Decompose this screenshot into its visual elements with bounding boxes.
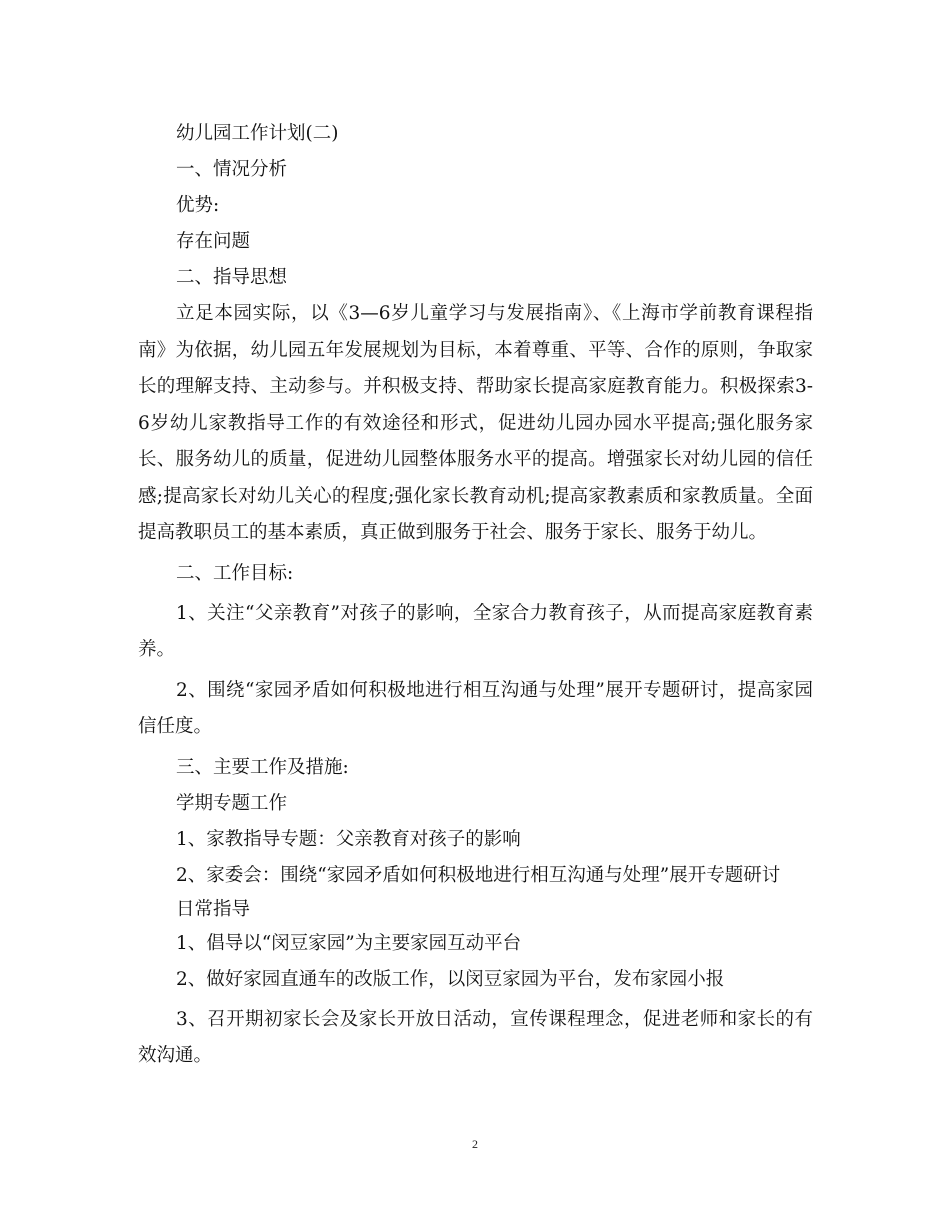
subheading-semester: 学期专题工作 [176, 792, 288, 814]
document-title: 幼儿园工作计划(二) [176, 123, 339, 144]
daily-item-1: 1、倡导以“闵豆家园”为主要家园互动平台 [176, 932, 522, 954]
goal-item-2: 2、围绕“家园矛盾如何积极地进行相互沟通与处理”展开专题研讨，提高家园信任度。 [138, 679, 813, 737]
section-heading-guiding: 二、指导思想 [176, 267, 288, 288]
daily-item-3: 3、召开期初家长会及家长开放日活动，宣传课程理念，促进老师和家长的有效沟通。 [138, 1008, 813, 1066]
section-heading-goals: 二、工作目标: [176, 562, 294, 584]
subheading-problems: 存在问题 [176, 231, 251, 252]
section-heading-situation: 一、情况分析 [176, 159, 288, 180]
section-heading-measures: 三、主要工作及措施: [176, 756, 349, 778]
document-body [138, 116, 813, 1075]
goal-item-1: 1、关注“父亲教育”对孩子的影响，全家合力教育孩子，从而提高家庭教育素养。 [138, 602, 813, 660]
semester-item-2: 2、家委会：围绕“家园矛盾如何积极地进行相互沟通与处理”展开专题研讨 [176, 864, 781, 886]
subheading-advantages: 优势: [176, 195, 220, 216]
guiding-paragraph: 立足本园实际，以《3—6岁儿童学习与发展指南》、《上海市学前教育课程指南》为依据，幼儿园五年发展规划为目标，本着尊重、平等、合作的原则，争取家长的理解支持、主动参与。并积极支持、帮助家长提高家庭教育能力。积极探索3-6岁幼儿家教指导工作的有效途径和形式，促进幼儿园办园水平提高;强化服务家长、服务幼儿的质量，促进幼儿园整体服务水平的提高。增强家长对幼儿园的信任感;提高家长对幼儿关心的程度;强化家长教育动机;提高家教素质和家教质量。全面提高教职员工的基本素质，真正做到服务于社会、服务于家长、服务于幼儿。 [138, 303, 813, 543]
semester-item-1: 1、家教指导专题：父亲教育对孩子的影响 [176, 828, 521, 850]
daily-item-2: 2、做好家园直通车的改版工作，以闵豆家园为平台，发布家园小报 [176, 968, 725, 990]
subheading-daily: 日常指导 [176, 898, 251, 920]
page-number: 2 [472, 1137, 478, 1151]
